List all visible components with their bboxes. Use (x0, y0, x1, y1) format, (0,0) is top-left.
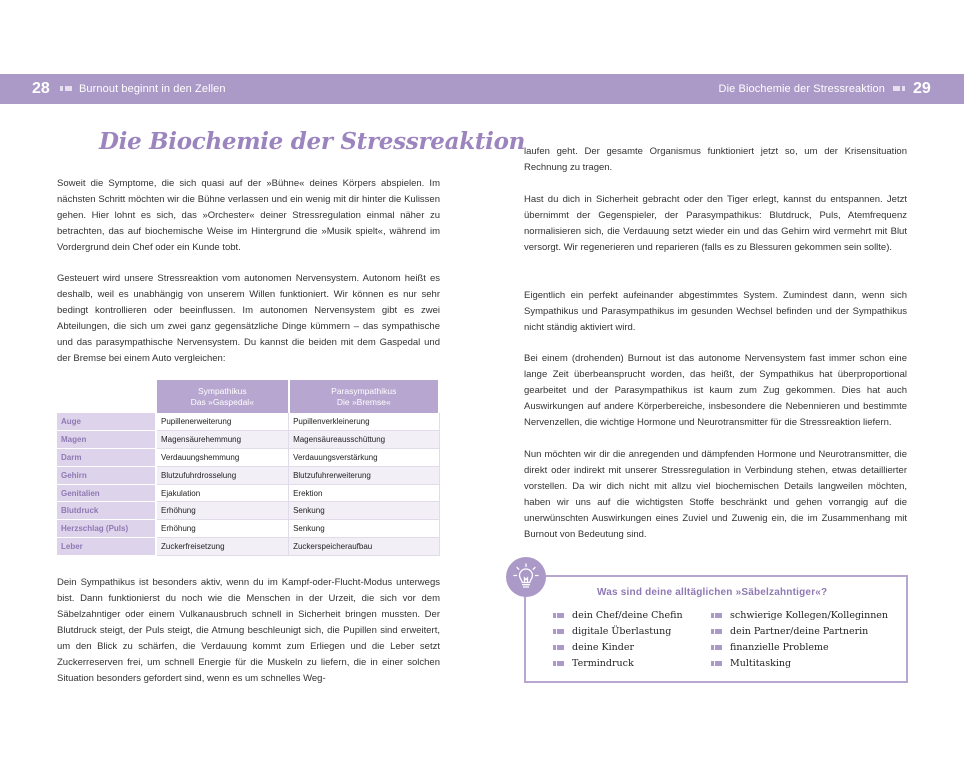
table-row (57, 520, 439, 538)
info-box-title: Was sind deine alltäglichen »Säbelzahntiger«? (597, 587, 828, 598)
bullet-icon (711, 629, 722, 634)
bullet-icon (553, 629, 564, 634)
nervous-system-table (57, 380, 440, 556)
list-item-text: schwierige Kollegen/Kolleginnen (730, 609, 889, 621)
bullet-icon (553, 661, 564, 666)
list-item-text: Multitasking (730, 657, 792, 669)
organ-cell: Leber (57, 538, 156, 556)
list-item (553, 655, 683, 671)
header-parasympathikus-subtitle: Die »Bremse« (336, 396, 391, 407)
right-paragraph-3: Eigentlich ein perfekt aufeinander abgestimmtes System. Zumindest dann, wenn sich Sympathikus und Parasympathikus im gesunden Wechsel befinden und der Sympathikus nicht ständig aktiviert wird. (524, 290, 907, 333)
right-paragraph-1: laufen geht. Der gesamte Organismus funktioniert jetzt so, um der Krisensituation Rechnung zu tragen. (524, 146, 907, 173)
right-paragraph-2: Hast du dich in Sicherheit gebracht oder den Tiger erlegt, kannst du entspannen. Jetzt übernimmt der Gegenspieler, der Parasympathikus: Blutdruck, Puls, Atemfrequenz normalisieren sich, die Verdauung setzt wieder ein und das Gehirn wird vermehrt mit Blut versorgt. Wir regenerieren und reparieren (falls es zu Blessuren gekommen sein sollte). (524, 194, 907, 253)
table-row (57, 449, 439, 467)
page-header (0, 74, 964, 104)
sympathikus-cell: Erhöhung (156, 520, 289, 538)
stressor-list-left (553, 607, 683, 671)
list-item (711, 639, 888, 655)
right-paragraph-5: Nun möchten wir dir die anregenden und dämpfenden Hormone und Neurotransmitter, die direkt oder indirekt mit unserer Stressregulation in Verbindung stehen, etwas detaillierter vorstellen. Da wir dich nicht mit allzu viel biochemischen Details langweilen möchten, haben wir uns auf die wichtigsten Stoffe beschränkt und gehen vorrangig auf die unerwünschten Auswirkungen eines Zuviel und Zuwenig ein, die im Zusammenhang mit Burnout von Bedeutung sind. (524, 449, 907, 540)
sympathikus-cell: Zuckerfreisetzung (156, 538, 289, 556)
list-item-text: digitale Überlastung (572, 625, 672, 637)
list-item (553, 623, 683, 639)
bullet-icon (553, 645, 564, 650)
table-row (57, 466, 439, 484)
running-title-right: Die Biochemie der Stressreaktion (718, 83, 885, 95)
table-row (57, 502, 439, 520)
header-marker-left (60, 86, 72, 91)
table-row (57, 538, 439, 556)
sympathikus-cell: Ejakulation (156, 484, 289, 502)
table-header-row (57, 380, 439, 413)
header-parasympathikus-title: Parasympathikus (331, 385, 397, 396)
organ-cell: Herzschlag (Puls) (57, 520, 156, 538)
table-header-sympathikus (156, 380, 289, 413)
left-paragraph-1: Soweit die Symptome, die sich quasi auf der »Bühne« deines Körpers abspielen. Im nächsten Schritt möchten wir die Bühne verlassen und ein wenig mit dir hinter die Kulissen gehen. Hier lohnt es sich, das »Orchester« deiner Stressregulation einmal näher zu betrachten, das auf biochemische Weise im Hintergrund die »Musik spielt«, während im Vordergrund dein Chef oder ein Kunde tobt. (57, 178, 440, 253)
parasympathikus-cell: Senkung (289, 502, 439, 520)
parasympathikus-cell: Pupillenverkleinerung (289, 413, 439, 431)
list-item (711, 607, 888, 623)
table-row (57, 413, 439, 431)
sympathikus-cell: Pupillenerweiterung (156, 413, 289, 431)
list-item (711, 623, 888, 639)
list-item-text: deine Kinder (572, 641, 635, 653)
page-number-left: 28 (32, 80, 50, 97)
organ-cell: Blutdruck (57, 502, 156, 520)
list-item-text: dein Partner/deine Partnerin (730, 625, 869, 637)
header-sympathikus-title: Sympathikus (197, 385, 247, 396)
parasympathikus-cell: Blutzufuhrerweiterung (289, 466, 439, 484)
organ-cell: Darm (57, 449, 156, 467)
bullet-icon (711, 613, 722, 618)
lightbulb-icon (506, 557, 546, 597)
bullet-icon (711, 645, 722, 650)
list-item-text: Termindruck (572, 657, 634, 669)
table-header-empty (57, 380, 156, 413)
running-title-left: Burnout beginnt in den Zellen (79, 83, 226, 95)
table-row (57, 484, 439, 502)
left-paragraph-2: Gesteuert wird unsere Stressreaktion vom autonomen Nervensystem. Autonom heißt es deshalb, weil es unabhängig von unserem Willen funktioniert. Wir können es nur sehr bedingt kontrollieren oder beeinflussen. Im autonomen Nervensystem gibt es zwei Abteilungen, die sich um zwei ganz gegensätzliche Dinge kümmern – das sympathische und das parasympathische Nervensystem. Du kannst die beiden mit dem Gaspedal und der Bremse bei einem Auto vergleichen: (57, 273, 440, 364)
organ-cell: Auge (57, 413, 156, 431)
page-title: Die Biochemie der Stressreaktion (99, 128, 526, 155)
header-sympathikus-subtitle: Das »Gaspedal« (190, 396, 254, 407)
list-item-text: dein Chef/deine Chefin (572, 609, 683, 621)
parasympathikus-cell: Zuckerspeicheraufbau (289, 538, 439, 556)
bullet-icon (553, 613, 564, 618)
parasympathikus-cell: Verdauungsverstärkung (289, 449, 439, 467)
parasympathikus-cell: Senkung (289, 520, 439, 538)
table-header-parasympathikus (289, 380, 439, 413)
list-item (553, 607, 683, 623)
stressor-list-right (711, 607, 888, 671)
table-row (57, 431, 439, 449)
list-item (553, 639, 683, 655)
bullet-icon (711, 661, 722, 666)
parasympathikus-cell: Erektion (289, 484, 439, 502)
sympathikus-cell: Blutzufuhrdrosselung (156, 466, 289, 484)
right-paragraph-4: Bei einem (drohenden) Burnout ist das autonome Nervensystem fast immer schon eine lange Zeit überbeansprucht worden, das heißt, der Sympathikus hat überproportional gearbeitet und der Parasympathikus ist kaum zum Zug gekommen. Dies hat auch Auswirkungen auf andere Körperbereiche, insbesondere die Nebennieren und bestimmte Nervenzellen, die wichtige Hormone und Neurotransmitter für die Stressreaktion liefern. (524, 353, 907, 428)
organ-cell: Genitalien (57, 484, 156, 502)
left-paragraph-3: Dein Sympathikus ist besonders aktiv, wenn du im Kampf-oder-Flucht-Modus unterwegs bist. Dann funktionierst du noch wie die Menschen in der Urzeit, die sich vor dem Säbelzahntiger oder einem Vulkanausbruch schnell in Sicherheit bringen mussten. Der Blutdruck steigt, der Puls steigt, die Atmung beschleunigt sich, die Pupillen sind erweitert, um den Blick zu schärfen, die Verdauung kommt zum Erliegen und die Leber setzt Zuckerreserven frei, um schnell Energie für die Muskeln zu liefern, die in einer solchen Situation besonders gefordert sind, wenn es um schnelles Weg- (57, 577, 440, 684)
parasympathikus-cell: Magensäureausschüttung (289, 431, 439, 449)
list-item-text: finanzielle Probleme (730, 641, 829, 653)
list-item (711, 655, 888, 671)
sympathikus-cell: Verdauungshemmung (156, 449, 289, 467)
header-marker-right (893, 86, 905, 91)
page-number-right: 29 (913, 80, 931, 97)
organ-cell: Magen (57, 431, 156, 449)
organ-cell: Gehirn (57, 466, 156, 484)
sympathikus-cell: Magensäurehemmung (156, 431, 289, 449)
sympathikus-cell: Erhöhung (156, 502, 289, 520)
